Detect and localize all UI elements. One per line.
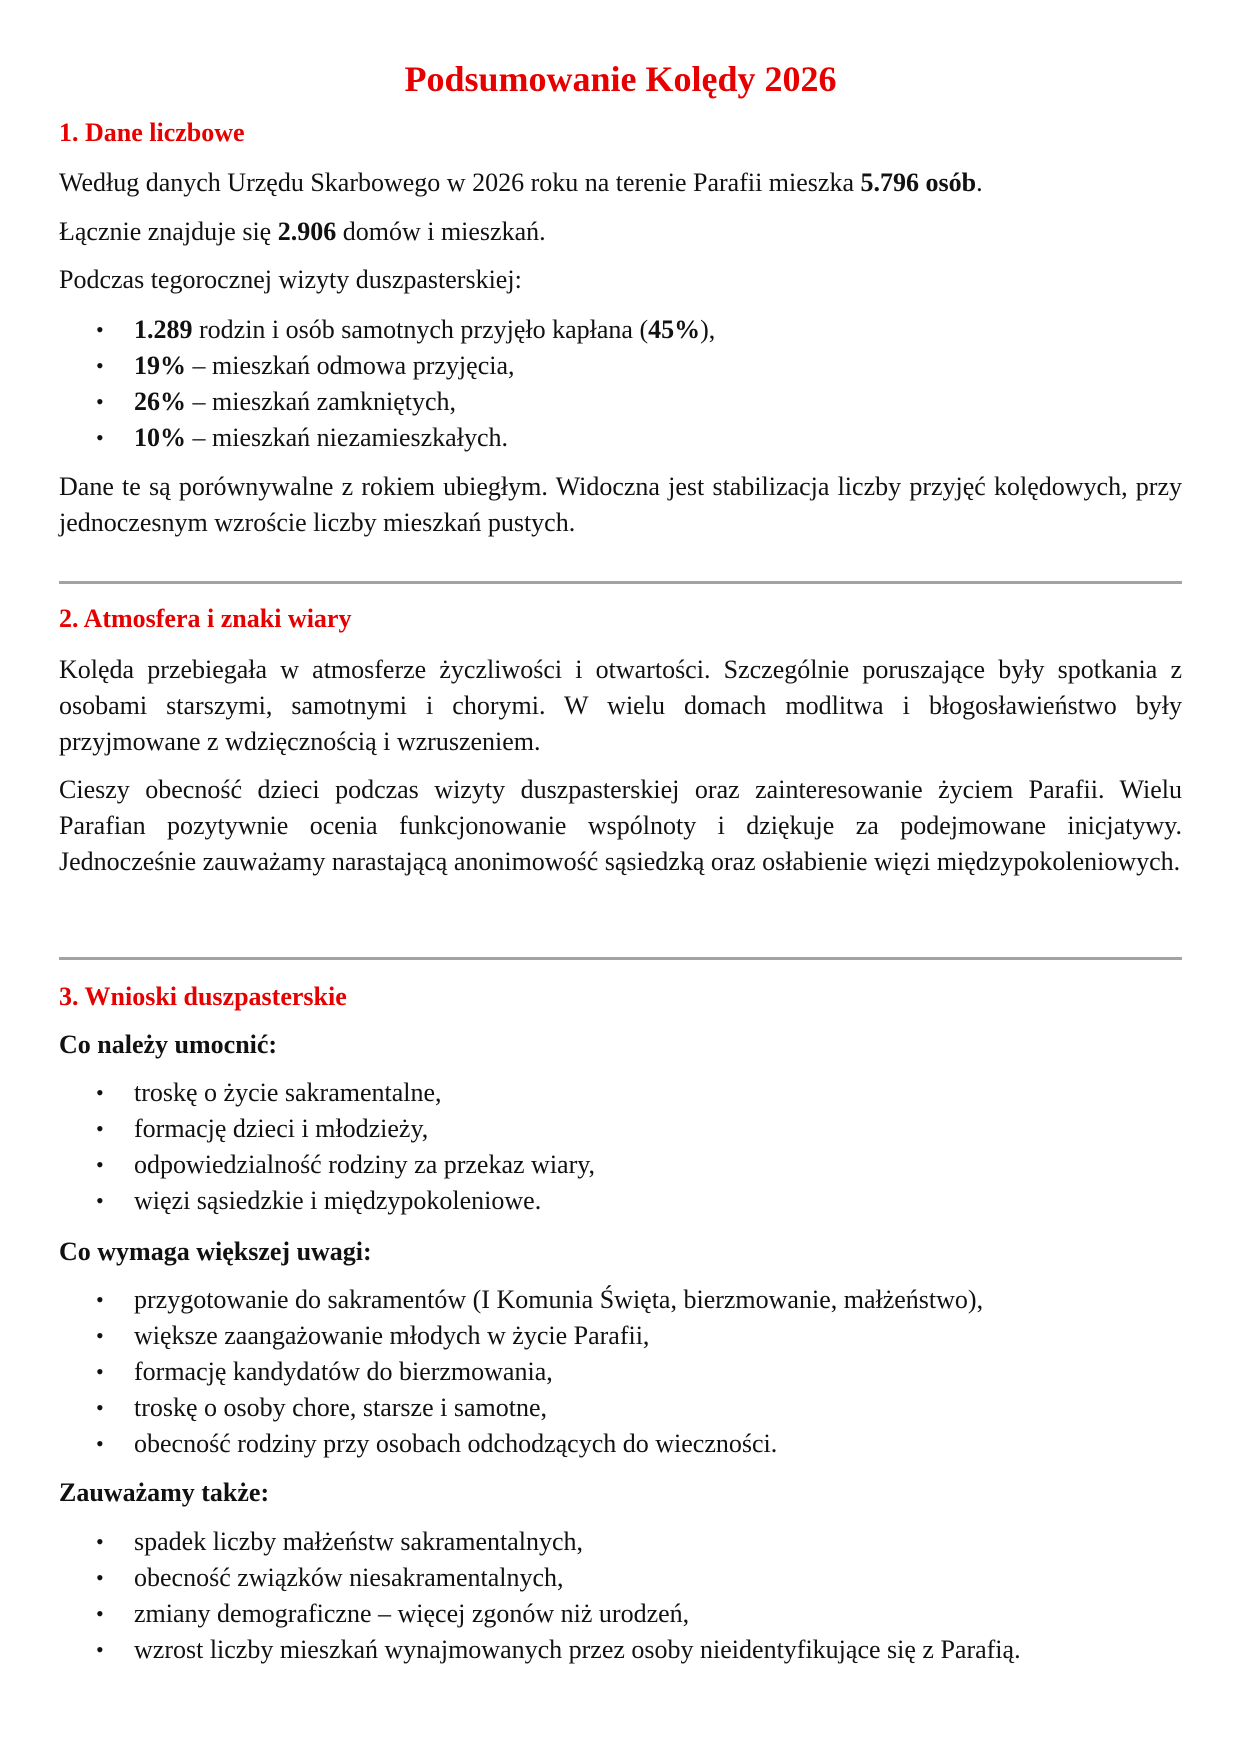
list-item-text: wzrost liczby mieszkań wynajmowanych przez osoby nieidentyfikujące się z Parafią. xyxy=(134,1635,1021,1664)
stat-value: 1.289 xyxy=(134,315,193,344)
comparison-paragraph: Dane te są porównywalne z rokiem ubiegłym. Widoczna jest stabilizacja liczby przyjęć kolędowych, przy jednoczesnym wzroście liczby mieszkań pustych. xyxy=(59,472,1182,537)
list-item-text: obecność rodziny przy osobach odchodzących do wieczności. xyxy=(134,1429,778,1458)
stat-text-end: ), xyxy=(700,315,716,344)
list-item-text: spadek liczby małżeństw sakramentalnych, xyxy=(134,1527,584,1556)
households-paragraph xyxy=(59,214,1182,250)
list-item xyxy=(59,384,1182,420)
strengthen-list xyxy=(59,1075,1182,1219)
visit-stats-list xyxy=(59,312,1182,456)
bullet-icon: • xyxy=(96,1529,104,1554)
stat-text: – mieszkań niezamieszkałych. xyxy=(186,423,508,452)
stat-percent: 45% xyxy=(648,315,701,344)
observations-list xyxy=(59,1524,1182,1668)
section-divider xyxy=(59,581,1182,584)
list-item xyxy=(59,348,1182,384)
page-title: Podsumowanie Kolędy 2026 xyxy=(404,59,837,99)
list-item xyxy=(59,1075,1182,1111)
section-divider xyxy=(59,957,1182,960)
list-item xyxy=(59,1426,1182,1462)
list-item xyxy=(59,1147,1182,1183)
list-item xyxy=(59,1390,1182,1426)
bullet-icon: • xyxy=(96,1323,104,1348)
bullet-icon: • xyxy=(96,425,104,450)
bullet-icon: • xyxy=(96,1431,104,1456)
bullet-icon: • xyxy=(96,1637,104,1662)
population-paragraph xyxy=(59,165,1182,201)
bullet-icon: • xyxy=(96,1116,104,1141)
bullet-icon: • xyxy=(96,1395,104,1420)
list-item xyxy=(59,1524,1182,1560)
list-item-text: obecność związków niesakramentalnych, xyxy=(134,1563,564,1592)
visit-intro: Podczas tegorocznej wizyty duszpasterskiej: xyxy=(59,265,522,294)
list-item-text: odpowiedzialność rodziny za przekaz wiary, xyxy=(134,1150,596,1179)
stat-value: 10% xyxy=(134,423,186,452)
stat-text: – mieszkań zamkniętych, xyxy=(186,387,457,416)
list-item xyxy=(59,1183,1182,1219)
list-item-text: troskę o osoby chore, starsze i samotne, xyxy=(134,1393,548,1422)
attention-list xyxy=(59,1282,1182,1462)
bullet-icon: • xyxy=(96,1188,104,1213)
bullet-icon: • xyxy=(96,353,104,378)
stat-value: 26% xyxy=(134,387,186,416)
section-1-heading: 1. Dane liczbowe xyxy=(59,118,245,147)
bullet-icon: • xyxy=(96,1080,104,1105)
bullet-icon: • xyxy=(96,1152,104,1177)
bullet-icon: • xyxy=(96,1601,104,1626)
list-item xyxy=(59,312,1182,348)
list-item xyxy=(59,1632,1182,1668)
bullet-icon: • xyxy=(96,389,104,414)
list-item-text: więzi sąsiedzkie i międzypokoleniowe. xyxy=(134,1186,542,1215)
observations-label: Zauważamy także: xyxy=(59,1478,270,1507)
stat-text: – mieszkań odmowa przyjęcia, xyxy=(186,351,515,380)
stat-value: 19% xyxy=(134,351,186,380)
households-text: Łącznie znajduje się xyxy=(59,217,278,246)
list-item xyxy=(59,1596,1182,1632)
list-item xyxy=(59,420,1182,456)
population-count: 5.796 osób xyxy=(860,168,977,197)
stat-text: rodzin i osób samotnych przyjęło kapłana ( xyxy=(192,315,649,344)
list-item xyxy=(59,1318,1182,1354)
bullet-icon: • xyxy=(96,1359,104,1384)
strengthen-label: Co należy umocnić: xyxy=(59,1030,278,1059)
households-text-end: domów i mieszkań. xyxy=(336,217,546,246)
section-2-heading: 2. Atmosfera i znaki wiary xyxy=(59,604,352,633)
list-item-text: przygotowanie do sakramentów (I Komunia Święta, bierzmowanie, małżeństwo), xyxy=(134,1285,984,1314)
list-item xyxy=(59,1560,1182,1596)
list-item-text: większe zaangażowanie młodych w życie Parafii, xyxy=(134,1321,650,1350)
households-count: 2.906 xyxy=(277,217,337,246)
list-item-text: formację dzieci i młodzieży, xyxy=(134,1114,429,1143)
list-item xyxy=(59,1282,1182,1318)
atmosphere-paragraph: Kolęda przebiegała w atmosferze życzliwości i otwartości. Szczególnie poruszające były spotkania z osobami starszymi, samotnymi i chorymi. W wielu domach modlitwa i błogosławieństwo były przyjmowane z wdzięcznością i wzruszeniem. xyxy=(59,655,1182,756)
section-3-heading: 3. Wnioski duszpasterskie xyxy=(59,982,347,1011)
bullet-icon: • xyxy=(96,1565,104,1590)
bullet-icon: • xyxy=(96,317,104,342)
bullet-icon: • xyxy=(96,1287,104,1312)
list-item xyxy=(59,1354,1182,1390)
list-item-text: troskę o życie sakramentalne, xyxy=(134,1078,442,1107)
attention-label: Co wymaga większej uwagi: xyxy=(59,1237,372,1266)
list-item-text: zmiany demograficzne – więcej zgonów niż urodzeń, xyxy=(134,1599,690,1628)
list-item-text: formację kandydatów do bierzmowania, xyxy=(134,1357,553,1386)
population-text: Według danych Urzędu Skarbowego w 2026 roku na terenie Parafii mieszka xyxy=(59,168,861,197)
faith-signs-paragraph: Cieszy obecność dzieci podczas wizyty duszpasterskiej oraz zainteresowanie życiem Parafii. Wielu Parafian pozytywnie ocenia funkcjonowanie wspólnoty i dziękuje za podejmowane inicjatywy. Jednocześnie zauważamy narastającą anonimowość sąsiedzką oraz osłabienie więzi międzypokoleniowych. xyxy=(59,775,1182,876)
punctuation: . xyxy=(976,168,983,197)
list-item xyxy=(59,1111,1182,1147)
